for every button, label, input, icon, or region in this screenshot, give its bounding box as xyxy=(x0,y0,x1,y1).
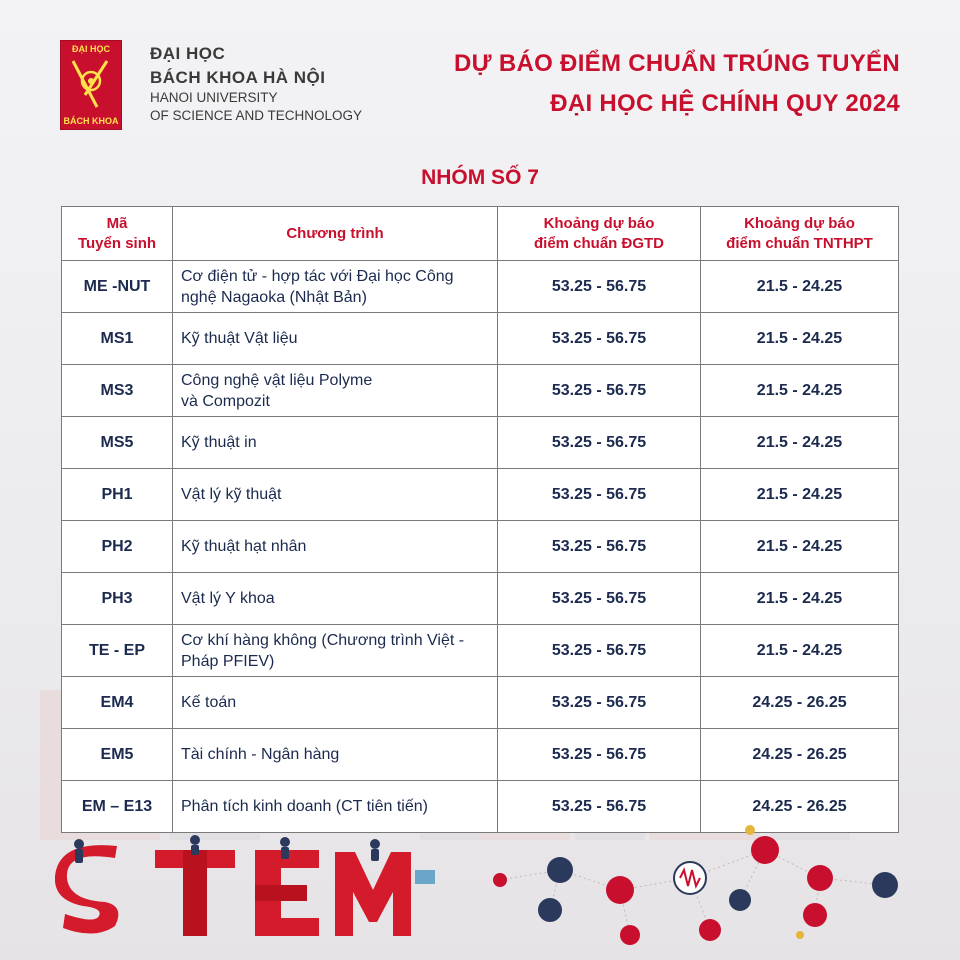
table-row xyxy=(62,313,899,365)
program-name xyxy=(173,573,498,625)
dgtd-range: 53.25 - 56.75 xyxy=(498,729,701,781)
program-name-line1: Kế toán xyxy=(181,694,237,711)
dgtd-range: 53.25 - 56.75 xyxy=(498,677,701,729)
header-tnthpt-line2: điểm chuẩn TNTHPT xyxy=(726,234,873,252)
program-code: PH3 xyxy=(62,573,173,625)
group-title: NHÓM SỐ 7 xyxy=(421,166,539,189)
stem-letter-m xyxy=(335,852,411,936)
program-name-line1: Cơ khí hàng không (Chương trình Việt - xyxy=(181,631,465,649)
university-name-en-line2: OF SCIENCE AND TECHNOLOGY xyxy=(150,108,363,123)
puzzle-piece-icon xyxy=(796,931,804,939)
program-code: PH2 xyxy=(62,521,173,573)
program-name-line1: Kỹ thuật Vật liệu xyxy=(181,330,298,347)
stem-illustration xyxy=(55,830,435,950)
table-row xyxy=(62,729,899,781)
tnthpt-range: 21.5 - 24.25 xyxy=(701,573,899,625)
university-name-line1: ĐẠI HỌC xyxy=(150,44,226,63)
tnthpt-range: 21.5 - 24.25 xyxy=(701,625,899,677)
program-code: TE - EP xyxy=(62,625,173,677)
butterfly-icon xyxy=(547,857,573,883)
program-name-line2: và Compozit xyxy=(181,392,270,410)
robot-icon xyxy=(699,919,721,941)
dgtd-range: 53.25 - 56.75 xyxy=(498,521,701,573)
table-row xyxy=(62,573,899,625)
circuit-icon xyxy=(729,889,751,911)
university-name-en-line1: HANOI UNIVERSITY xyxy=(150,90,278,105)
table-row xyxy=(62,417,899,469)
dgtd-range: 53.25 - 56.75 xyxy=(498,365,701,417)
program-name-line1: Vật lý kỹ thuật xyxy=(181,486,282,503)
program-code: EM4 xyxy=(62,677,173,729)
puzzle-piece-icon xyxy=(745,825,755,835)
header-program: Chương trình xyxy=(173,207,498,261)
tnthpt-range: 21.5 - 24.25 xyxy=(701,313,899,365)
compass-emblem-icon xyxy=(67,55,115,113)
tnthpt-range: 21.5 - 24.25 xyxy=(701,365,899,417)
dgtd-range: 53.25 - 56.75 xyxy=(498,781,701,833)
header-dgtd-line2: điểm chuẩn ĐGTD xyxy=(533,234,664,252)
tnthpt-range: 21.5 - 24.25 xyxy=(701,521,899,573)
table-row xyxy=(62,261,899,313)
program-name xyxy=(173,521,498,573)
flask-icon xyxy=(606,876,634,904)
whiteboard-icon xyxy=(415,870,435,884)
header-code xyxy=(62,207,173,261)
program-name xyxy=(173,781,498,833)
program-name-line1: Kỹ thuật in xyxy=(181,434,257,451)
dgtd-range: 53.25 - 56.75 xyxy=(498,417,701,469)
page-title-line2: ĐẠI HỌC HỆ CHÍNH QUY 2024 xyxy=(550,90,900,117)
program-name xyxy=(173,469,498,521)
dgtd-range: 53.25 - 56.75 xyxy=(498,261,701,313)
dgtd-range: 53.25 - 56.75 xyxy=(498,573,701,625)
program-name-line2: Pháp PFIEV) xyxy=(181,652,275,670)
tnthpt-range: 21.5 - 24.25 xyxy=(701,261,899,313)
stem-letter-t xyxy=(155,850,235,936)
telescope-icon xyxy=(803,903,827,927)
program-name-line1: Vật lý Y khoa xyxy=(181,590,275,607)
program-name-line1: Tài chính - Ngân hàng xyxy=(181,746,340,763)
plant-icon xyxy=(807,865,833,891)
table-row xyxy=(62,677,899,729)
university-logo xyxy=(60,40,122,130)
stem-letter-s xyxy=(55,845,118,933)
tnthpt-range: 24.25 - 26.25 xyxy=(701,781,899,833)
header-dgtd-line1: Khoảng dự báo xyxy=(543,214,655,232)
program-code: MS5 xyxy=(62,417,173,469)
microscope-icon xyxy=(538,898,562,922)
program-name xyxy=(173,313,498,365)
tnthpt-range: 24.25 - 26.25 xyxy=(701,729,899,781)
atom-icon xyxy=(751,836,779,864)
header-dgtd xyxy=(498,207,701,261)
header-tnthpt-line1: Khoảng dự báo xyxy=(744,214,855,232)
dna-icon xyxy=(620,925,640,945)
program-name-line1: Công nghệ vật liệu Polyme xyxy=(181,371,373,389)
node-dot-icon xyxy=(493,873,507,887)
program-name xyxy=(173,729,498,781)
score-forecast-table xyxy=(61,206,899,833)
program-name-line1: Phân tích kinh doanh (CT tiên tiến) xyxy=(181,798,428,815)
program-name-line1: Cơ điện tử - hợp tác với Đại học Công xyxy=(181,267,454,285)
program-code: PH1 xyxy=(62,469,173,521)
tnthpt-range: 24.25 - 26.25 xyxy=(701,677,899,729)
header-code-line2: Tuyển sinh xyxy=(77,234,157,252)
program-code: MS3 xyxy=(62,365,173,417)
page-title-line1: DỰ BÁO ĐIỂM CHUẨN TRÚNG TUYỂN xyxy=(454,50,900,77)
program-name xyxy=(173,261,498,313)
stem-letter-e xyxy=(255,850,319,936)
logo-bottom-text: BÁCH KHOA xyxy=(63,116,119,126)
header-tnthpt xyxy=(701,207,899,261)
tnthpt-range: 21.5 - 24.25 xyxy=(701,417,899,469)
program-name-line1: Kỹ thuật hạt nhân xyxy=(181,538,307,555)
table-row xyxy=(62,365,899,417)
science-network-illustration xyxy=(470,820,920,950)
dgtd-range: 53.25 - 56.75 xyxy=(498,469,701,521)
table-header-row xyxy=(62,207,899,261)
program-code: MS1 xyxy=(62,313,173,365)
table-row xyxy=(62,625,899,677)
program-name xyxy=(173,417,498,469)
program-code: ME -NUT xyxy=(62,261,173,313)
chip-icon xyxy=(872,872,898,898)
table-row xyxy=(62,521,899,573)
program-code: EM5 xyxy=(62,729,173,781)
program-name xyxy=(173,677,498,729)
dgtd-range: 53.25 - 56.75 xyxy=(498,625,701,677)
program-name-line2: nghệ Nagaoka (Nhật Bản) xyxy=(181,288,367,306)
logo-top-text: ĐẠI HỌC xyxy=(72,44,110,54)
program-name xyxy=(173,365,498,417)
dgtd-range: 53.25 - 56.75 xyxy=(498,313,701,365)
tnthpt-range: 21.5 - 24.25 xyxy=(701,469,899,521)
program-name xyxy=(173,625,498,677)
program-code: EM – E13 xyxy=(62,781,173,833)
table-row xyxy=(62,469,899,521)
header-code-line1: Mã xyxy=(106,214,128,232)
university-name-line2: BÁCH KHOA HÀ NỘI xyxy=(150,68,326,87)
